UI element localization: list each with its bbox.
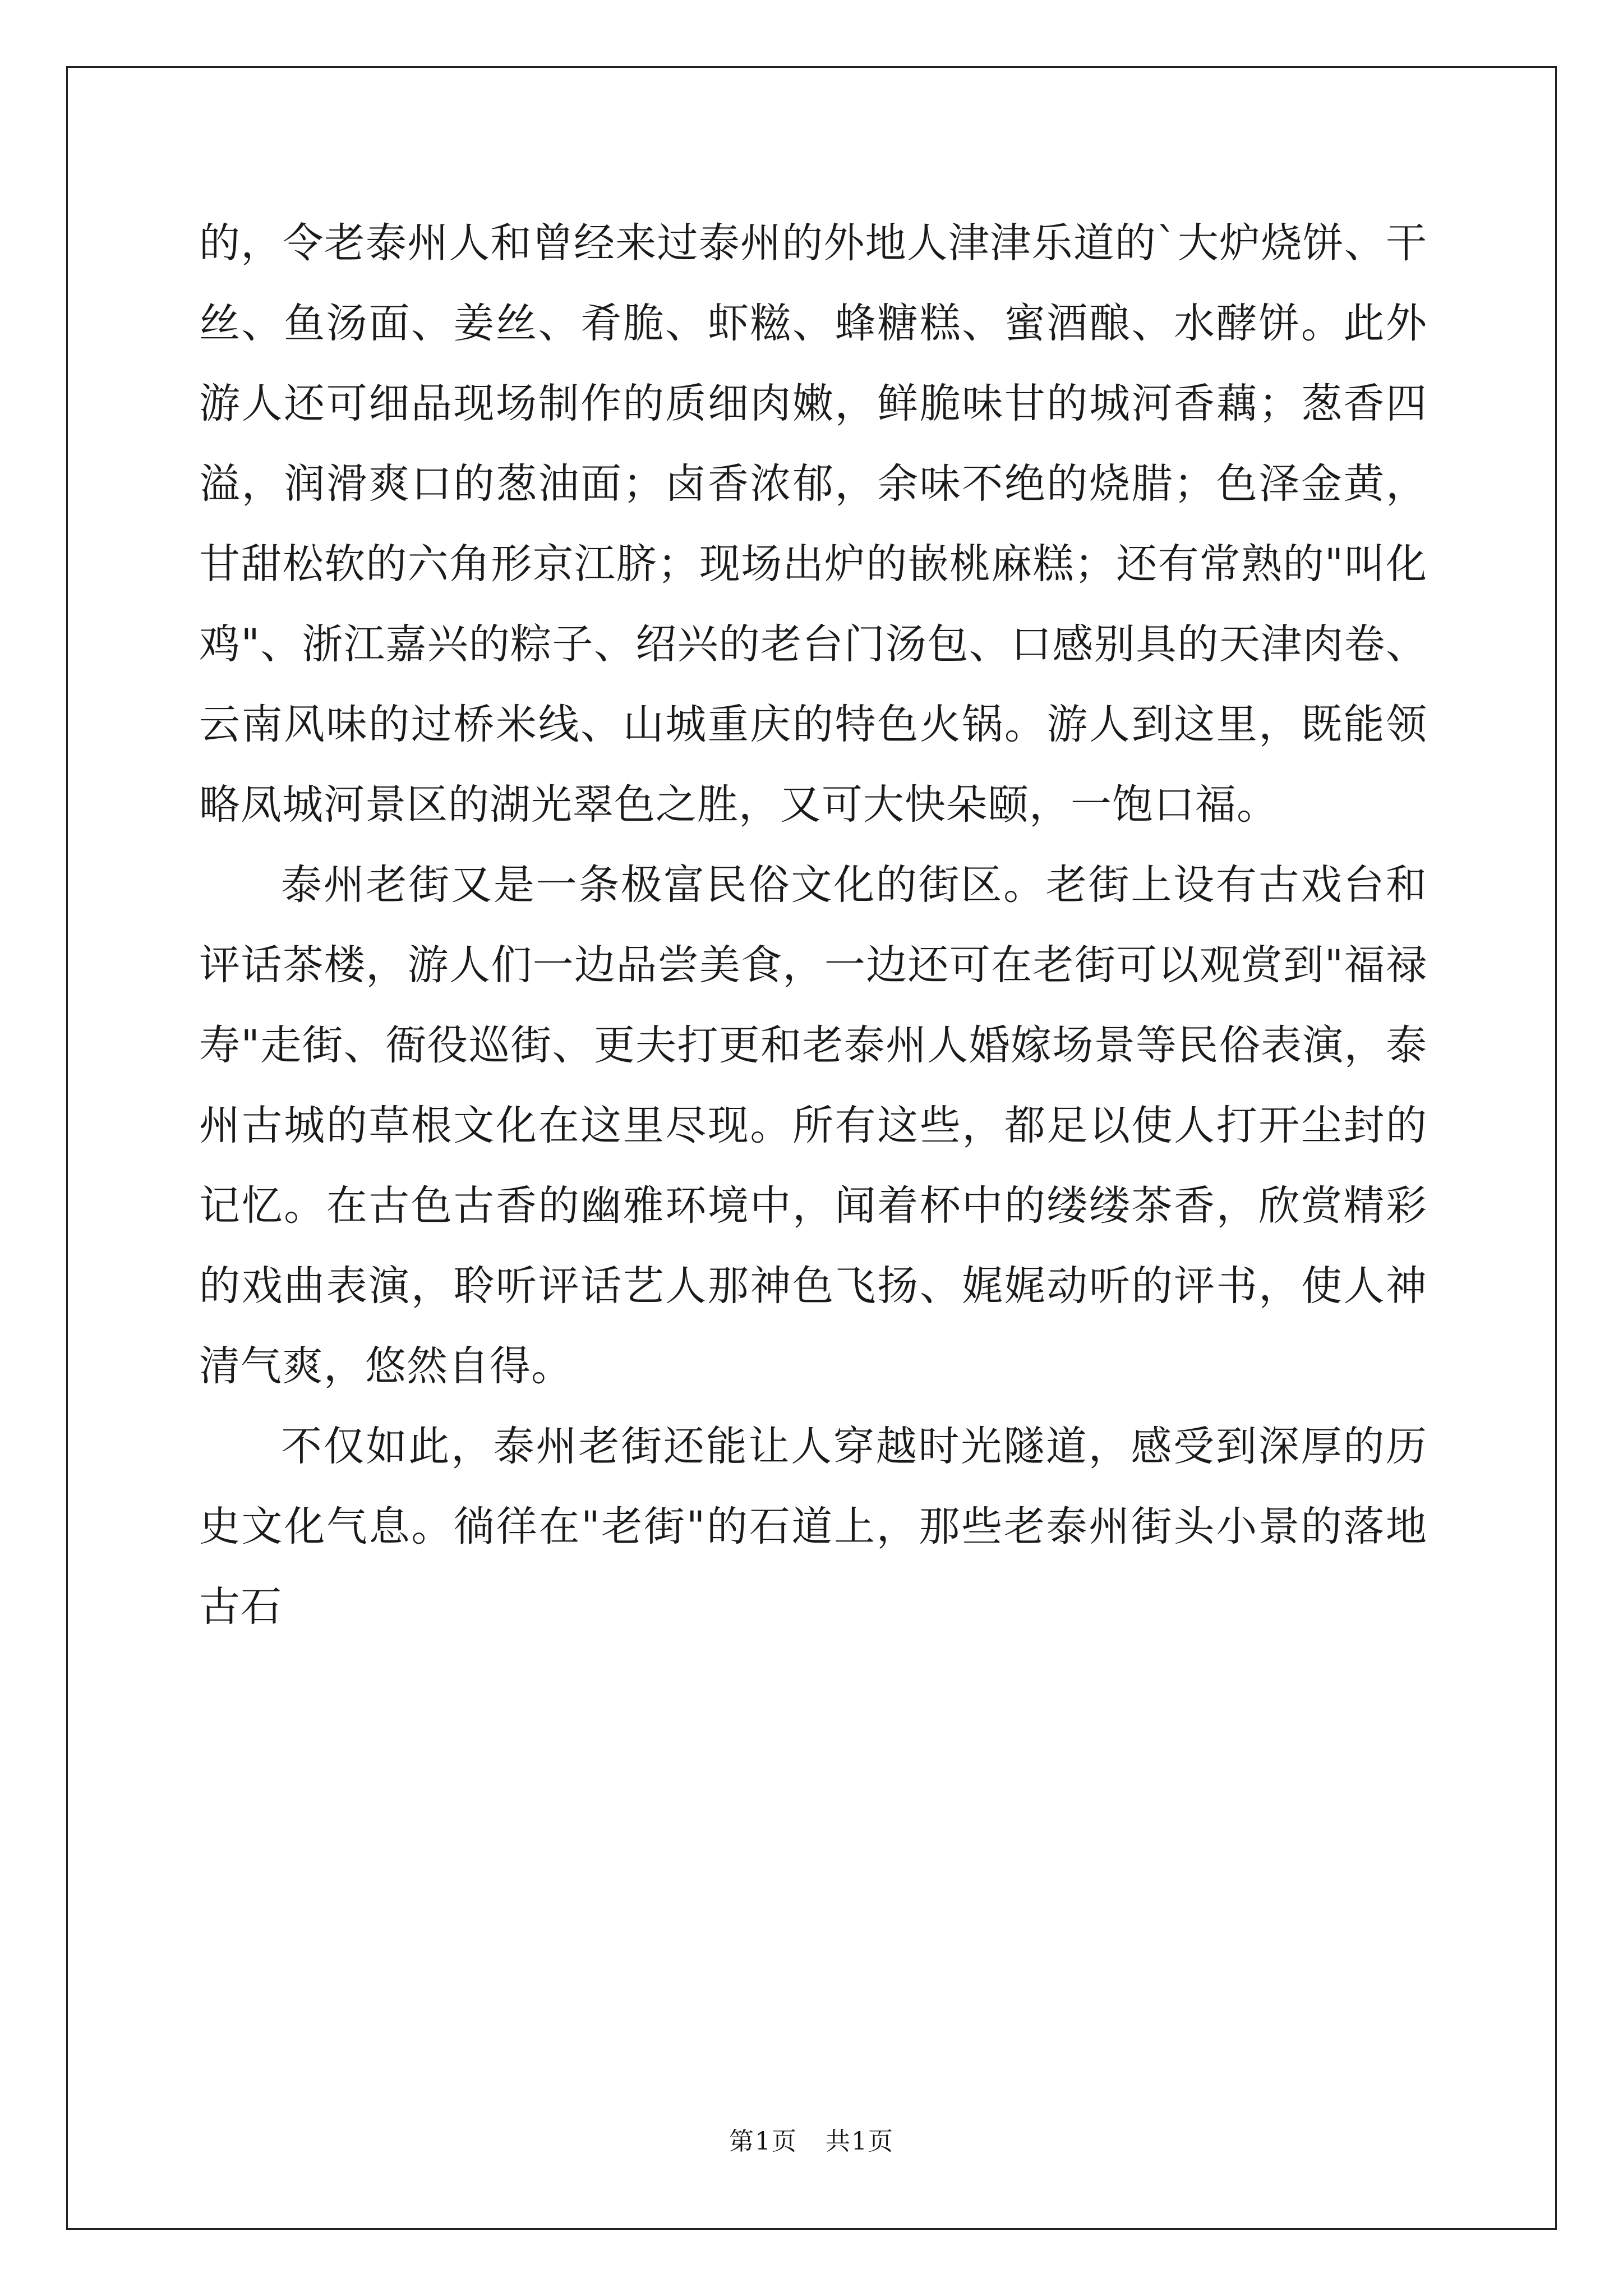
paragraph: 不仅如此，泰州老街还能让人穿越时光隧道，感受到深厚的历史文化气息。徜徉在"老街"的石道上，那些老泰州街头小景的落地古石 [199, 1423, 1427, 1631]
paragraph: 的，令老泰州人和曾经来过泰州的外地人津津乐道的`大炉烧饼、干丝、鱼汤面、姜丝、肴脆、虾糍、蜂糖糕、蜜酒酿、水酵饼。此外游人还可细品现场制作的质细肉嫩，鲜脆味甘的城河香藕；葱香四溢，润滑爽口的葱油面；卤香浓郁，余味不绝的烧腊；色泽金黄，甘甜松软的六角形京江脐；现场出炉的嵌桃麻糕；还有常熟的"叫化鸡"、浙江嘉兴的粽子、绍兴的老台门汤包、口感别具的天津肉卷、云南风味的过桥米线、山城重庆的特色火锅。游人到这里，既能领略凤城河景区的湖光翠色之胜，又可大快朵颐，一饱口福。 [199, 219, 1427, 829]
paragraph: 泰州老街又是一条极富民俗文化的街区。老街上设有古戏台和评话茶楼，游人们一边品尝美食，一边还可在老街可以观赏到"福禄寿"走街、衙役巡街、更夫打更和老泰州人婚嫁场景等民俗表演，泰州古城的草根文化在这里尽现。所有这些，都足以使人打开尘封的记忆。在古色古香的幽雅环境中，闻着杯中的缕缕茶香，欣赏精彩的戏曲表演，聆听评话艺人那神色飞扬、娓娓动听的评书，使人神清气爽，悠然自得。 [199, 861, 1427, 1390]
document-body [199, 203, 1427, 1647]
page-total: 共1页 [826, 2127, 894, 2156]
page-number: 第1页 [729, 2127, 797, 2156]
page-footer [0, 2125, 1623, 2159]
